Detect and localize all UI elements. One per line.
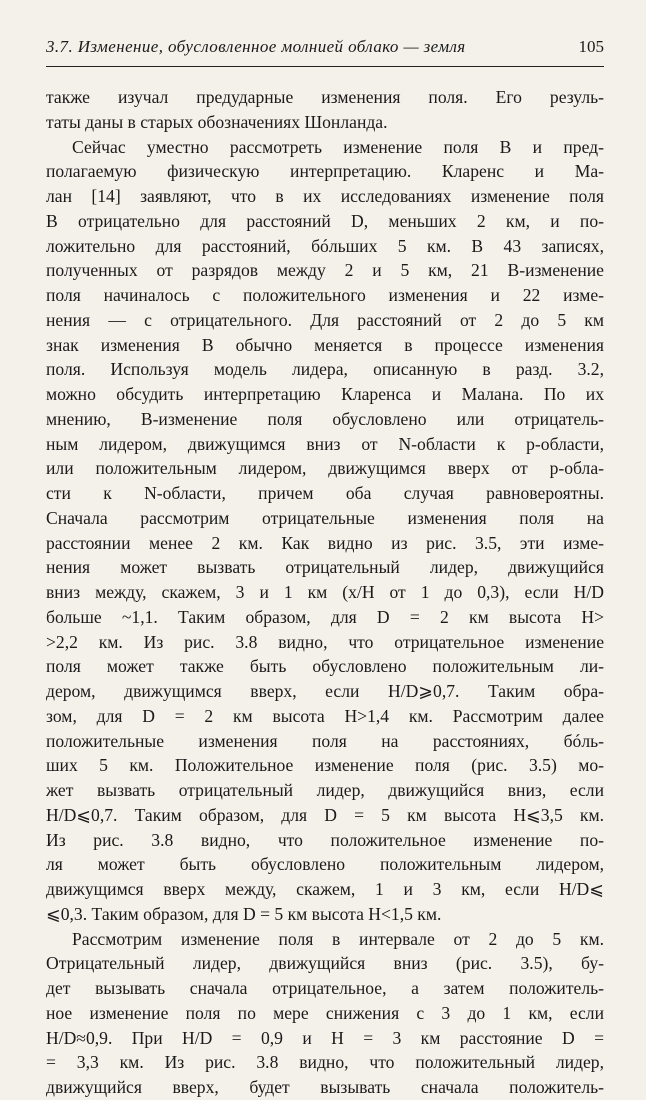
text-line: знак изменения B обычно меняется в процессе изменения [46,334,604,355]
text-line: движущимся вверх между, скажем, 1 и 3 км, если H/D⩽ [46,879,604,899]
text-line: можно обсудить интерпретацию Кларенса и Малана. По их [46,384,604,404]
text-line: полагаемую физическую интерпретацию. Кларенс и Ма- [46,161,604,182]
running-title: 3.7. Изменение, обусловленное молнией облако — земля [46,37,466,56]
text-line: Из рис. 3.8 видно, что положительное изменение по- [46,829,604,850]
text-line: ложительно для расстояний, бóльших 5 км. В 43 записях, [46,235,604,256]
body-text [46,85,604,1100]
text-line: ное изменение поля по мере снижения с 3 до 1 км, если [46,1002,604,1023]
text-line: H/D⩽0,7. Таким образом, для D = 5 км высота H⩽3,5 км. [46,804,604,825]
running-head [46,36,604,58]
text-line: ⩽0,3. Таким образом, для D = 5 км высота H<1,5 км. [46,903,442,924]
text-line: также изучал предударные изменения поля. Его резуль- [46,87,604,107]
text-line: жет вызвать отрицательный лидер, движущийся вниз, если [46,780,604,800]
text-line: ным лидером, движущимся вниз от N-области к p-области, [46,433,604,454]
text-line: зом, для D = 2 км высота H>1,4 км. Рассмотрим далее [46,705,604,726]
page-number: 105 [578,37,604,56]
text-line: поля может также быть обусловлено положительным ли- [46,656,604,677]
text-line: Сначала рассмотрим отрицательные изменения поля на [46,507,604,528]
text-line: >2,2 км. Из рис. 3.8 видно, что отрицательное изменение [46,631,604,652]
text-line: дет вызывать сначала отрицательное, а затем положитель- [46,978,604,998]
text-line: ших 5 км. Положительное изменение поля (рис. 3.5) мо- [46,755,604,776]
text-line: сти к N-области, причем оба случая равновероятны. [46,483,604,503]
text-line: или положительным лидером, движущимся вверх от p-обла- [46,458,604,479]
text-line: поля начиналось с положительного изменения и 22 изме- [46,285,604,305]
text-line: дером, движущимся вверх, если H/D⩾0,7. Таким обра- [46,681,604,701]
text-line: ля может быть обусловлено положительным лидером, [46,854,604,875]
text-line: лан [14] заявляют, что в их исследованиях изменение поля [46,186,604,206]
text-line: таты даны в старых обозначениях Шонланда. [46,111,388,132]
text-line: положительные изменения поля на расстояниях, бóль- [46,730,604,751]
text-line: расстоянии менее 2 км. Как видно из рис. 3.5, эти изме- [46,532,604,553]
text-line: Отрицательный лидер, движущийся вниз (рис. 3.5), бу- [46,953,604,974]
text-line: вниз между, скажем, 3 и 1 км (x/H от 1 до 0,3), если H/D [46,582,604,602]
text-line: больше ~1,1. Таким образом, для D = 2 км высота H> [46,606,604,627]
text-line: нения может вызвать отрицательный лидер, движущийся [46,557,604,578]
text-line: Рассмотрим изменение поля в интервале от 2 до 5 км. [72,928,604,949]
text-line: движущийся вверх, будет вызывать сначала положитель- [46,1077,604,1097]
text-line: Сейчас уместно рассмотреть изменение поля B и пред- [72,136,604,157]
text-line: мнению, B-изменение поля обусловлено или отрицатель- [46,408,604,429]
text-line: полученных от разрядов между 2 и 5 км, 21 B-изменение [46,260,604,281]
text-line: = 3,3 км. Из рис. 3.8 видно, что положительный лидер, [46,1052,604,1073]
text-line: поля. Используя модель лидера, описанную в разд. 3.2, [46,359,604,380]
text-line: H/D≈0,9. При H/D = 0,9 и H = 3 км расстояние D = [46,1027,604,1048]
text-line: нения — с отрицательного. Для расстояний от 2 до 5 км [46,309,604,330]
text-line: B отрицательно для расстояний D, меньших 2 км, и по- [46,210,604,231]
header-rule [46,66,604,67]
